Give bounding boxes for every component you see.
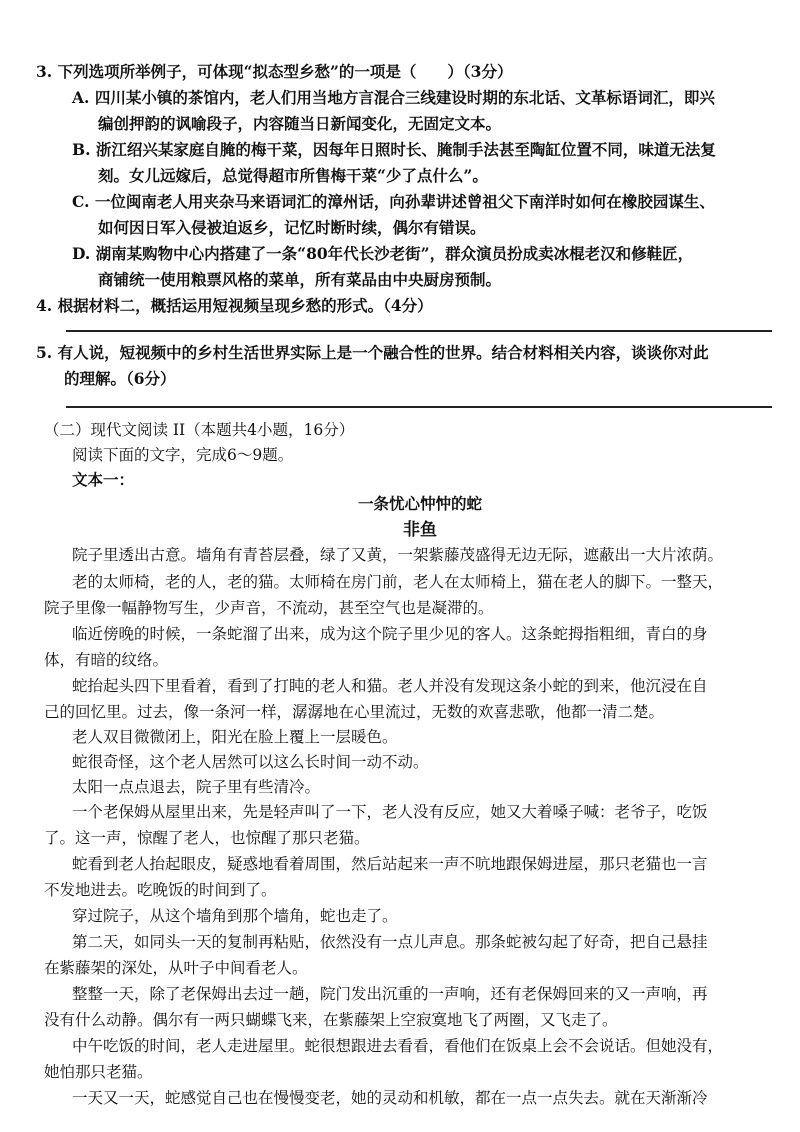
question-4-stem: 4. 根据材料二，概括运用短视频呈现乡愁的形式。（4分） — [36, 296, 433, 315]
question-5-line2: 的理解。（6分） — [64, 369, 176, 388]
option-d-line2: 商铺统一使用粮票风格的菜单，所有菜品由中央厨房预制。 — [98, 270, 502, 289]
story-line: 在紫藤架的深处，从叶子中间看老人。 — [44, 959, 308, 977]
option-b-line2: 刻。女儿远嫁后，总觉得超市所售梅干菜“少了点什么”。 — [98, 166, 488, 185]
story-line: 一天又一天，蛇感觉自己也在慢慢变老，她的灵动和机敏，都在一点一点失去。就在天渐渐冷 — [72, 1089, 708, 1107]
story-line: 蛇看到老人抬起眼皮，疑惑地看着周围，然后站起来一声不吭地跟保姆进屋，那只老猫也一言 — [72, 855, 708, 873]
story-title: 一条忧心忡忡的蛇 — [357, 494, 482, 513]
story-line: 了。这一声，惊醒了老人，也惊醒了那只老猫。 — [44, 829, 370, 847]
story-line: 没有什么动静。偶尔有一两只蝴蝶飞来，在紫藤架上空寂寞地飞了两圈，又飞走了。 — [44, 1011, 618, 1029]
story-line: 她怕那只老猫。 — [44, 1063, 153, 1081]
answer-line-q5 — [66, 406, 772, 408]
section-heading: （二）现代文阅读 II（本题共4小题，16分） — [44, 421, 355, 439]
option-b-line1: B. 浙江绍兴某家庭自腌的梅干菜，因每年日照时长、腌制手法甚至陶缸位置不同，味道无法复 — [72, 140, 716, 159]
story-line: 老的太师椅，老的人，老的猫。太师椅在房门前，老人在太师椅上，猫在老人的脚下。一整天， — [72, 573, 724, 591]
text-label: 文本一： — [72, 470, 135, 489]
option-a-line2: 编创押韵的讽喻段子，内容随当日新闻变化，无固定文本。 — [98, 114, 502, 133]
story-line: 整整一天，除了老保姆出去过一趟，院门发出沉重的一声响，还有老保姆回来的又一声响，再 — [72, 985, 708, 1003]
option-a-line1: A. 四川某小镇的茶馆内，老人们用当地方言混合三线建设时期的东北话、文革标语词汇，即兴 — [72, 88, 715, 107]
story-line: 院子里透出古意。墙角有青苔层叠，绿了又黄，一架紫藤茂盛得无边无际，遮蔽出一大片浓荫。 — [72, 546, 724, 564]
story-line: 临近傍晚的时候，一条蛇溜了出来，成为这个院子里少见的客人。这条蛇拇指粗细，青白的身 — [72, 625, 708, 643]
story-author: 非鱼 — [403, 520, 437, 540]
story-line: 院子里像一幅静物写生，少声音，不流动，甚至空气也是凝滞的。 — [44, 599, 494, 617]
story-line: 体，有暗的纹络。 — [44, 651, 169, 669]
story-line: 蛇抬起头四下里看着，看到了打盹的老人和猫。老人并没有发现这条小蛇的到来，他沉浸在自 — [72, 677, 708, 695]
story-line: 不发地进去。吃晚饭的时间到了。 — [44, 881, 277, 899]
story-line: 蛇很奇怪，这个老人居然可以这么长时间一动不动。 — [72, 753, 429, 771]
story-line: 第二天，如同头一天的复制再粘贴，依然没有一点儿声息。那条蛇被勾起了好奇，把自己悬挂 — [72, 933, 708, 951]
option-d-line1: D. 湖南某购物中心内搭建了一条“80年代长沙老街”，群众演员扮成卖冰棍老汉和修鞋匠， — [72, 244, 694, 263]
story-line: 老人双目微微闭上，阳光在脸上覆上一层暖色。 — [72, 728, 398, 746]
answer-line-q4 — [66, 330, 772, 332]
story-line: 己的回忆里。过去，像一条河一样，潺潺地在心里流过，无数的欢喜悲歌，他都一清二楚。 — [44, 703, 665, 721]
story-line: 一个老保姆从屋里出来，先是轻声叫了一下，老人没有反应，她又大着嗓子喊：老爷子，吃饭 — [72, 803, 708, 821]
story-line: 穿过院子，从这个墙角到那个墙角，蛇也走了。 — [72, 907, 398, 925]
option-c-line1: C. 一位闽南老人用夹杂马来语词汇的漳州话，向孙辈讲述曾祖父下南洋时如何在橡胶园谋生、 — [72, 192, 715, 211]
section-instruction: 阅读下面的文字，完成6～9题。 — [72, 446, 294, 464]
story-line: 中午吃饭的时间，老人走进屋里。蛇很想跟进去看看，看他们在饭桌上会不会说话。但她没有， — [72, 1037, 724, 1055]
option-c-line2: 如何因日军入侵被迫返乡，记忆时断时续，偶尔有错误。 — [98, 218, 486, 237]
question-5-line1: 5. 有人说，短视频中的乡村生活世界实际上是一个融合性的世界。结合材料相关内容，谈谈你对此 — [36, 343, 709, 362]
question-3-stem: 3. 下列选项所举例子，可体现“拟态型乡愁”的一项是（ ）（3分） — [36, 62, 513, 81]
story-line: 太阳一点点退去，院子里有些清冷。 — [72, 778, 321, 796]
